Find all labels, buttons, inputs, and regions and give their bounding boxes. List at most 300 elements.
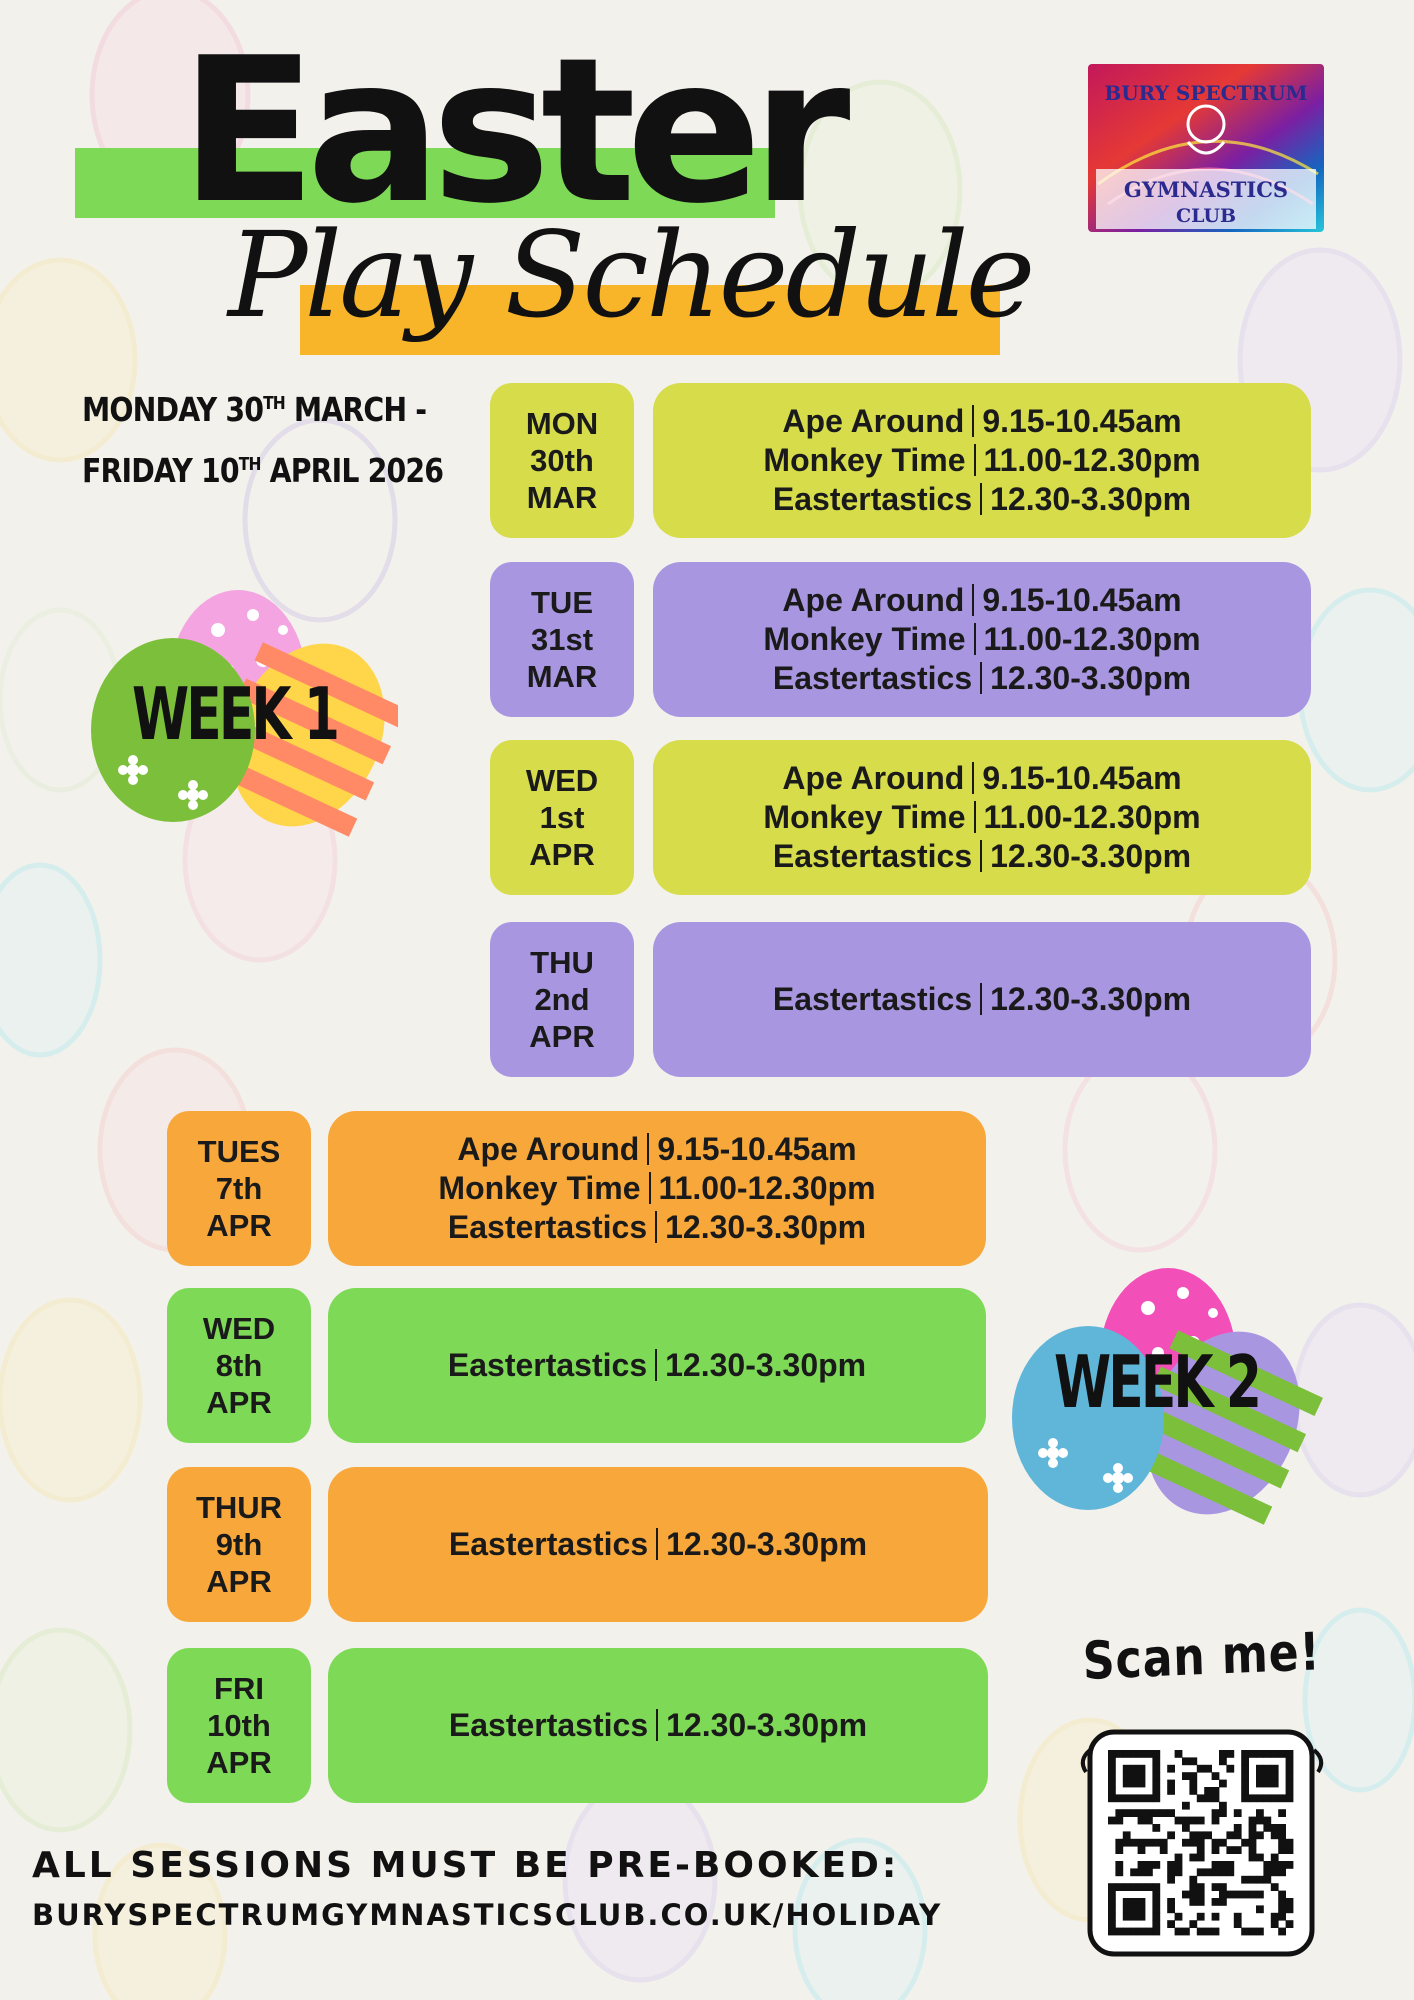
day-card-wed: WED 1st APR — [490, 740, 634, 895]
prebook-notice: ALL SESSIONS MUST BE PRE-BOOKED: — [32, 1845, 900, 1886]
qr-module — [1286, 1861, 1294, 1869]
qr-module — [1226, 1861, 1234, 1869]
qr-module — [1108, 1750, 1116, 1758]
qr-module — [1115, 1861, 1123, 1869]
qr-module — [1182, 1772, 1190, 1780]
logo-text-bottom: CLUB — [1175, 205, 1237, 227]
qr-module — [1249, 1817, 1257, 1825]
qr-module — [1256, 1765, 1264, 1773]
qr-module — [1115, 1839, 1123, 1847]
qr-module — [1241, 1780, 1249, 1788]
qr-module — [1278, 1809, 1286, 1817]
qr-module — [1175, 1861, 1183, 1869]
qr-module — [1160, 1839, 1168, 1847]
qr-module — [1152, 1824, 1160, 1832]
qr-module — [1271, 1920, 1279, 1928]
qr-module — [1212, 1868, 1220, 1876]
qr-module — [1189, 1839, 1197, 1847]
qr-module — [1145, 1839, 1153, 1847]
qr-module — [1197, 1891, 1205, 1899]
qr-module — [1278, 1861, 1286, 1869]
day-card-mon: MON 30th MAR — [490, 383, 634, 538]
qr-module — [1197, 1839, 1205, 1847]
qr-module — [1234, 1891, 1242, 1899]
qr-module — [1138, 1772, 1146, 1780]
qr-module — [1167, 1831, 1175, 1839]
qr-module — [1108, 1928, 1116, 1936]
qr-module — [1241, 1772, 1249, 1780]
qr-module — [1197, 1854, 1205, 1862]
day-card-fri: FRI 10th APR — [167, 1648, 311, 1803]
qr-module — [1189, 1831, 1197, 1839]
qr-module — [1249, 1928, 1257, 1936]
qr-module — [1212, 1839, 1220, 1847]
qr-module — [1286, 1765, 1294, 1773]
logo-text-top: BURY SPECTRUM — [1104, 81, 1308, 105]
qr-module — [1256, 1809, 1264, 1817]
qr-module — [1123, 1794, 1131, 1802]
qr-module — [1263, 1868, 1271, 1876]
qr-module — [1189, 1876, 1197, 1884]
qr-module — [1189, 1787, 1197, 1795]
qr-module — [1271, 1824, 1279, 1832]
qr-module — [1175, 1868, 1183, 1876]
qr-module — [1271, 1883, 1279, 1891]
qr-module — [1197, 1765, 1205, 1773]
qr-module — [1271, 1750, 1279, 1758]
qr-module — [1197, 1883, 1205, 1891]
qr-module — [1108, 1757, 1116, 1765]
qr-module — [1115, 1846, 1123, 1854]
qr-module — [1175, 1854, 1183, 1862]
session-card-tues: Ape Around 9.15-10.45am Monkey Time 11.00-12.30pm Eastertastics 12.30-3.30pm — [328, 1111, 986, 1266]
qr-module — [1108, 1883, 1116, 1891]
week2-label: WEEK 2 — [1054, 1340, 1260, 1424]
qr-module — [1212, 1794, 1220, 1802]
qr-module — [1286, 1787, 1294, 1795]
qr-module — [1226, 1891, 1234, 1899]
qr-module — [1182, 1891, 1190, 1899]
qr-module — [1130, 1928, 1138, 1936]
qr-module — [1138, 1817, 1146, 1825]
qr-module — [1123, 1780, 1131, 1788]
qr-module — [1175, 1913, 1183, 1921]
qr-module — [1241, 1891, 1249, 1899]
qr-module — [1278, 1831, 1286, 1839]
qr-module — [1152, 1861, 1160, 1869]
qr-module — [1182, 1928, 1190, 1936]
qr-module — [1175, 1750, 1183, 1758]
qr-module — [1286, 1839, 1294, 1847]
qr-module — [1152, 1794, 1160, 1802]
qr-module — [1138, 1905, 1146, 1913]
qr-module — [1263, 1772, 1271, 1780]
qr-module — [1130, 1765, 1138, 1773]
qr-module — [1138, 1839, 1146, 1847]
qr-module — [1219, 1750, 1227, 1758]
qr-module — [1286, 1898, 1294, 1906]
qr-module — [1212, 1772, 1220, 1780]
qr-module — [1167, 1868, 1175, 1876]
qr-module — [1189, 1891, 1197, 1899]
qr-module — [1204, 1765, 1212, 1773]
qr-module — [1189, 1920, 1197, 1928]
qr-module — [1130, 1905, 1138, 1913]
qr-module — [1286, 1757, 1294, 1765]
qr-module — [1130, 1839, 1138, 1847]
qr-module — [1115, 1868, 1123, 1876]
qr-module — [1241, 1794, 1249, 1802]
qr-module — [1278, 1750, 1286, 1758]
qr-module — [1152, 1913, 1160, 1921]
qr-module — [1123, 1913, 1131, 1921]
qr-module — [1115, 1809, 1123, 1817]
qr-module — [1167, 1920, 1175, 1928]
qr-module — [1226, 1750, 1234, 1758]
qr-module — [1219, 1883, 1227, 1891]
qr-module — [1123, 1765, 1131, 1773]
qr-module — [1212, 1809, 1220, 1817]
qr-module — [1219, 1780, 1227, 1788]
qr-module — [1160, 1846, 1168, 1854]
qr-module — [1145, 1883, 1153, 1891]
qr-module — [1263, 1794, 1271, 1802]
qr-module — [1219, 1868, 1227, 1876]
qr-module — [1197, 1868, 1205, 1876]
qr-module — [1152, 1787, 1160, 1795]
qr-module — [1286, 1794, 1294, 1802]
qr-module — [1256, 1780, 1264, 1788]
qr-module — [1263, 1876, 1271, 1884]
qr-module — [1138, 1913, 1146, 1921]
qr-module — [1256, 1905, 1264, 1913]
qr-module — [1249, 1839, 1257, 1847]
qr-module — [1108, 1891, 1116, 1899]
qr-module — [1286, 1920, 1294, 1928]
qr-module — [1278, 1839, 1286, 1847]
qr-module — [1115, 1817, 1123, 1825]
qr-module — [1226, 1846, 1234, 1854]
qr-module — [1278, 1846, 1286, 1854]
qr-module — [1219, 1839, 1227, 1847]
qr-module — [1271, 1794, 1279, 1802]
qr-module — [1108, 1794, 1116, 1802]
qr-module — [1256, 1772, 1264, 1780]
qr-module — [1278, 1794, 1286, 1802]
page-subtitle: Play Schedule — [228, 206, 1033, 344]
qr-module — [1115, 1883, 1123, 1891]
qr-module — [1175, 1817, 1183, 1825]
qr-module — [1197, 1898, 1205, 1906]
qr-module — [1219, 1757, 1227, 1765]
qr-module — [1138, 1750, 1146, 1758]
qr-module — [1152, 1765, 1160, 1773]
qr-module — [1182, 1802, 1190, 1810]
qr-module — [1152, 1809, 1160, 1817]
qr-module — [1241, 1876, 1249, 1884]
qr-module — [1130, 1750, 1138, 1758]
qr-module — [1130, 1780, 1138, 1788]
session-card-wed-2: Eastertastics 12.30-3.30pm — [328, 1288, 986, 1443]
qr-module — [1130, 1883, 1138, 1891]
qr-module — [1278, 1905, 1286, 1913]
qr-module — [1145, 1794, 1153, 1802]
qr-module — [1256, 1831, 1264, 1839]
qr-module — [1278, 1868, 1286, 1876]
qr-module — [1271, 1854, 1279, 1862]
qr-module — [1278, 1913, 1286, 1921]
qr-module — [1138, 1928, 1146, 1936]
qr-module — [1241, 1750, 1249, 1758]
qr-module — [1256, 1876, 1264, 1884]
qr-module — [1189, 1757, 1197, 1765]
qr-module — [1226, 1831, 1234, 1839]
qr-module — [1145, 1817, 1153, 1825]
qr-module — [1123, 1831, 1131, 1839]
qr-module — [1182, 1817, 1190, 1825]
qr-module — [1189, 1780, 1197, 1788]
qr-module — [1234, 1831, 1242, 1839]
qr-module — [1115, 1794, 1123, 1802]
qr-module — [1138, 1780, 1146, 1788]
qr-module — [1263, 1861, 1271, 1869]
qr-module — [1108, 1787, 1116, 1795]
qr-module — [1249, 1824, 1257, 1832]
logo-text-middle: GYMNASTICS — [1123, 177, 1289, 202]
qr-module — [1263, 1750, 1271, 1758]
qr-module — [1123, 1839, 1131, 1847]
qr-module — [1219, 1802, 1227, 1810]
qr-module — [1108, 1780, 1116, 1788]
qr-module — [1167, 1876, 1175, 1884]
qr-code-icon[interactable] — [1068, 1710, 1334, 1966]
qr-module — [1138, 1898, 1146, 1906]
qr-module — [1197, 1846, 1205, 1854]
qr-module — [1197, 1817, 1205, 1825]
qr-module — [1108, 1913, 1116, 1921]
qr-module — [1167, 1765, 1175, 1773]
qr-module — [1212, 1928, 1220, 1936]
day-card-tues: TUES 7th APR — [167, 1111, 311, 1266]
qr-module — [1152, 1928, 1160, 1936]
booking-url[interactable]: BURYSPECTRUMGYMNASTICSCLUB.CO.UK/HOLIDAY — [32, 1898, 943, 1932]
qr-module — [1256, 1854, 1264, 1862]
qr-module — [1167, 1809, 1175, 1817]
qr-module — [1256, 1750, 1264, 1758]
qr-module — [1189, 1817, 1197, 1825]
qr-module — [1256, 1891, 1264, 1899]
qr-module — [1152, 1898, 1160, 1906]
qr-module — [1152, 1905, 1160, 1913]
qr-module — [1197, 1913, 1205, 1921]
qr-module — [1152, 1839, 1160, 1847]
qr-module — [1108, 1898, 1116, 1906]
qr-module — [1263, 1780, 1271, 1788]
qr-module — [1108, 1905, 1116, 1913]
session-card-mon: Ape Around 9.15-10.45am Monkey Time 11.00-12.30pm Eastertastics 12.30-3.30pm — [653, 383, 1311, 538]
qr-module — [1145, 1750, 1153, 1758]
qr-module — [1189, 1854, 1197, 1862]
qr-module — [1271, 1861, 1279, 1869]
qr-module — [1197, 1831, 1205, 1839]
qr-module — [1249, 1831, 1257, 1839]
qr-module — [1249, 1750, 1257, 1758]
qr-module — [1138, 1846, 1146, 1854]
scan-me-label: Scan me! — [1082, 1622, 1322, 1692]
qr-module — [1212, 1846, 1220, 1854]
qr-module — [1212, 1898, 1220, 1906]
qr-module — [1212, 1913, 1220, 1921]
qr-module — [1234, 1824, 1242, 1832]
qr-module — [1167, 1905, 1175, 1913]
qr-module — [1286, 1772, 1294, 1780]
qr-module — [1219, 1861, 1227, 1869]
qr-module — [1219, 1891, 1227, 1899]
day-card-thu: THU 2nd APR — [490, 922, 634, 1077]
session-card-tue: Ape Around 9.15-10.45am Monkey Time 11.00-12.30pm Eastertastics 12.30-3.30pm — [653, 562, 1311, 717]
qr-module — [1145, 1861, 1153, 1869]
qr-module — [1152, 1920, 1160, 1928]
qr-module — [1204, 1868, 1212, 1876]
qr-module — [1138, 1809, 1146, 1817]
qr-module — [1189, 1772, 1197, 1780]
qr-module — [1182, 1839, 1190, 1847]
qr-module — [1123, 1928, 1131, 1936]
qr-module — [1152, 1891, 1160, 1899]
qr-module — [1271, 1868, 1279, 1876]
day-card-thur: THUR 9th APR — [167, 1467, 311, 1622]
qr-module — [1175, 1928, 1183, 1936]
qr-module — [1219, 1809, 1227, 1817]
qr-module — [1271, 1831, 1279, 1839]
qr-module — [1138, 1765, 1146, 1773]
qr-module — [1226, 1765, 1234, 1773]
qr-module — [1197, 1794, 1205, 1802]
qr-module — [1204, 1794, 1212, 1802]
qr-module — [1167, 1780, 1175, 1788]
qr-module — [1108, 1817, 1116, 1825]
qr-module — [1167, 1861, 1175, 1869]
qr-module — [1138, 1883, 1146, 1891]
qr-module — [1130, 1772, 1138, 1780]
qr-module — [1204, 1787, 1212, 1795]
qr-module — [1152, 1780, 1160, 1788]
qr-module — [1234, 1913, 1242, 1921]
qr-module — [1123, 1750, 1131, 1758]
qr-module — [1241, 1757, 1249, 1765]
qr-module — [1256, 1928, 1264, 1936]
qr-module — [1189, 1898, 1197, 1906]
qr-module — [1286, 1905, 1294, 1913]
qr-module — [1278, 1891, 1286, 1899]
qr-module — [1212, 1817, 1220, 1825]
qr-module — [1234, 1920, 1242, 1928]
qr-module — [1123, 1809, 1131, 1817]
qr-module — [1271, 1772, 1279, 1780]
qr-module — [1152, 1757, 1160, 1765]
qr-module — [1108, 1765, 1116, 1773]
qr-module — [1130, 1898, 1138, 1906]
qr-module — [1145, 1868, 1153, 1876]
qr-module — [1234, 1809, 1242, 1817]
qr-module — [1152, 1772, 1160, 1780]
day-card-wed-2: WED 8th APR — [167, 1288, 311, 1443]
day-card-tue: TUE 31st MAR — [490, 562, 634, 717]
qr-module — [1278, 1824, 1286, 1832]
qr-module — [1241, 1928, 1249, 1936]
qr-module — [1256, 1794, 1264, 1802]
week1-label: WEEK 1 — [132, 672, 338, 756]
date-range: MONDAY 30TH MARCH - FRIDAY 10TH APRIL 2026 — [82, 390, 444, 490]
qr-module — [1123, 1898, 1131, 1906]
qr-module — [1249, 1876, 1257, 1884]
qr-module — [1152, 1883, 1160, 1891]
qr-module — [1115, 1928, 1123, 1936]
qr-module — [1197, 1928, 1205, 1936]
club-logo — [1088, 64, 1324, 232]
qr-module — [1278, 1898, 1286, 1906]
qr-module — [1249, 1794, 1257, 1802]
page-title: Easter — [180, 15, 841, 248]
qr-module — [1167, 1787, 1175, 1795]
qr-module — [1241, 1765, 1249, 1773]
qr-module — [1212, 1787, 1220, 1795]
qr-module — [1138, 1868, 1146, 1876]
qr-module — [1263, 1817, 1271, 1825]
qr-module — [1130, 1913, 1138, 1921]
qr-module — [1189, 1883, 1197, 1891]
session-card-fri: Eastertastics 12.30-3.30pm — [328, 1648, 988, 1803]
qr-module — [1249, 1854, 1257, 1862]
qr-module — [1249, 1846, 1257, 1854]
qr-module — [1145, 1809, 1153, 1817]
qr-module — [1182, 1824, 1190, 1832]
session-card-thur: Eastertastics 12.30-3.30pm — [328, 1467, 988, 1622]
qr-module — [1108, 1772, 1116, 1780]
session-card-thu: Eastertastics 12.30-3.30pm — [653, 922, 1311, 1077]
qr-module — [1145, 1928, 1153, 1936]
qr-module — [1123, 1772, 1131, 1780]
qr-module — [1263, 1765, 1271, 1773]
qr-module — [1152, 1750, 1160, 1758]
qr-module — [1249, 1891, 1257, 1899]
qr-module — [1286, 1750, 1294, 1758]
qr-module — [1212, 1883, 1220, 1891]
qr-module — [1219, 1898, 1227, 1906]
qr-module — [1130, 1868, 1138, 1876]
qr-module — [1204, 1928, 1212, 1936]
qr-module — [1115, 1750, 1123, 1758]
qr-module — [1160, 1809, 1168, 1817]
qr-module — [1130, 1809, 1138, 1817]
qr-module — [1130, 1794, 1138, 1802]
qr-module — [1123, 1905, 1131, 1913]
qr-module — [1263, 1824, 1271, 1832]
qr-module — [1123, 1883, 1131, 1891]
qr-module — [1234, 1846, 1242, 1854]
qr-module — [1182, 1757, 1190, 1765]
qr-module — [1138, 1794, 1146, 1802]
qr-module — [1204, 1831, 1212, 1839]
qr-module — [1138, 1861, 1146, 1869]
qr-module — [1286, 1780, 1294, 1788]
session-card-wed: Ape Around 9.15-10.45am Monkey Time 11.00-12.30pm Eastertastics 12.30-3.30pm — [653, 740, 1311, 895]
qr-module — [1286, 1846, 1294, 1854]
qr-module — [1271, 1780, 1279, 1788]
qr-module — [1167, 1898, 1175, 1906]
qr-module — [1212, 1861, 1220, 1869]
qr-module — [1271, 1765, 1279, 1773]
